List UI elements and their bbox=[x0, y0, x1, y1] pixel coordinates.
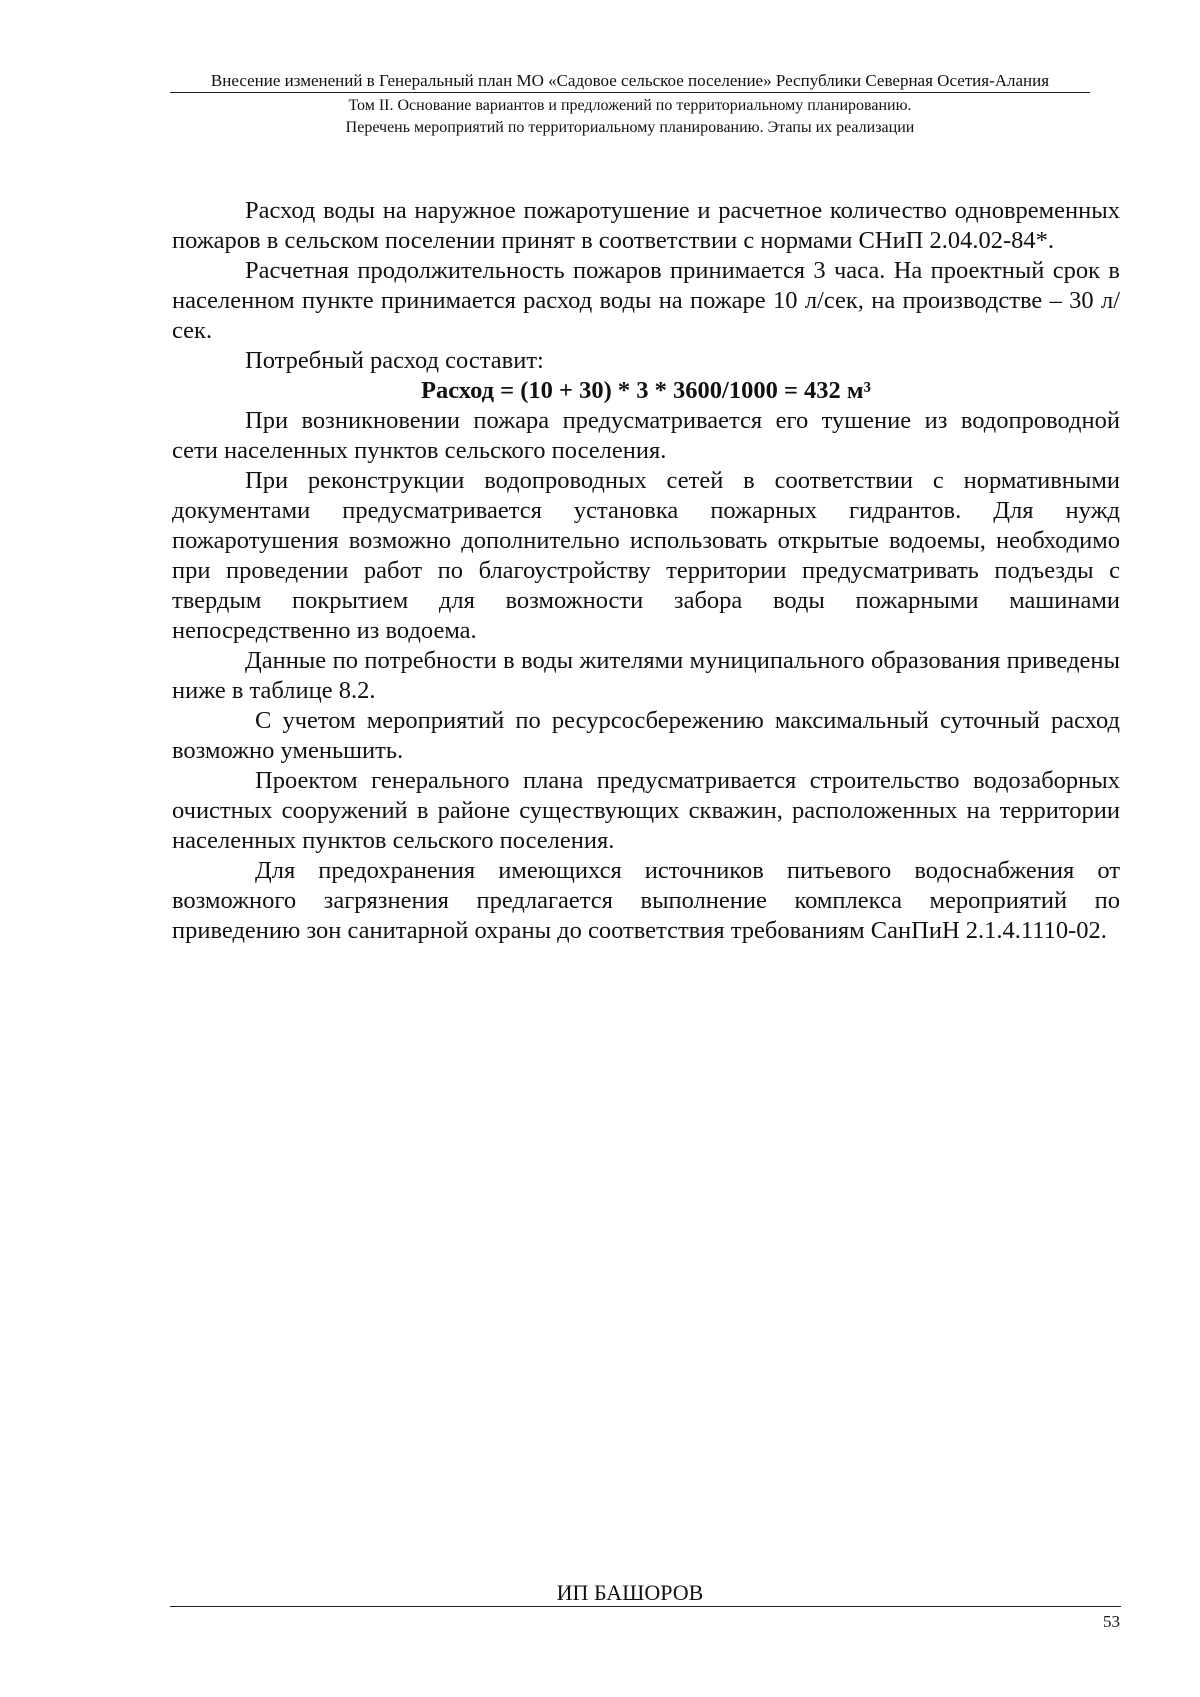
paragraph-hydrants: При реконструкции водопроводных сетей в соответствии с нормативными документами предусматривается установка пожарных гидрантов. Для нужд пожаротушения возможно дополнительно использовать открытые водоемы, необходимо при проведении работ по благоустройству территории предусматривать подъезды с твердым покрытием для возможности забора воды пожарными машинами непосредственно из водоема. bbox=[172, 467, 1120, 644]
header-document-title: Внесение изменений в Генеральный план МО «Садовое сельское поселение» Республики Северная Осетия-Алания bbox=[210, 71, 1050, 90]
paragraph-fire-water-consumption: Расход воды на наружное пожаротушение и расчетное количество одновременных пожаров в сельском поселении принят в соответствии с нормами СНиП 2.04.02-84*. bbox=[172, 197, 1120, 254]
paragraph-water-demand: Данные по потребности в воды жителями муниципального образования приведены ниже в таблице 8.2. bbox=[172, 647, 1120, 704]
paragraph-sanitary-zones: Для предохранения имеющихся источников питьевого водоснабжения от возможного загрязнения предлагается выполнение комплекса мероприятий по приведению зон санитарной охраны до соответствия требованиям СанПиН 2.1.4.1110-02. bbox=[172, 857, 1120, 944]
paragraph-treatment-facilities: Проектом генерального плана предусматривается строительство водозаборных очистных сооружений в районе существующих скважин, расположенных на территории населенных пунктов сельского поселения. bbox=[172, 767, 1120, 854]
document-body bbox=[172, 196, 1120, 946]
page-number: 53 bbox=[1103, 1612, 1120, 1631]
paragraph-fire-extinguishing: При возникновении пожара предусматривается его тушение из водопроводной сети населенных пунктов сельского поселения. bbox=[172, 407, 1120, 464]
paragraph-required-consumption: Потребный расход составит: bbox=[245, 347, 544, 374]
paragraph-fire-duration: Расчетная продолжительность пожаров принимается 3 часа. На проектный срок в населенном пункте принимается расход воды на пожаре 10 л/сек, на производстве – 30 л/сек. bbox=[172, 257, 1120, 344]
footer-company-name: ИП БАШОРОВ bbox=[556, 1580, 704, 1605]
consumption-formula: Расход = (10 + 30) * 3 * 3600/1000 = 432 м³ bbox=[421, 377, 871, 404]
paragraph-resource-saving: С учетом мероприятий по ресурсосбережению максимальный суточный расход возможно уменьшить. bbox=[172, 707, 1120, 764]
header-divider bbox=[170, 92, 1090, 93]
header-volume-title: Том II. Основание вариантов и предложений по территориальному планированию. bbox=[348, 97, 912, 114]
page-header bbox=[170, 70, 1090, 139]
header-section-title: Перечень мероприятий по территориальному планированию. Этапы их реализации bbox=[345, 119, 915, 136]
footer-divider bbox=[170, 1606, 1121, 1607]
